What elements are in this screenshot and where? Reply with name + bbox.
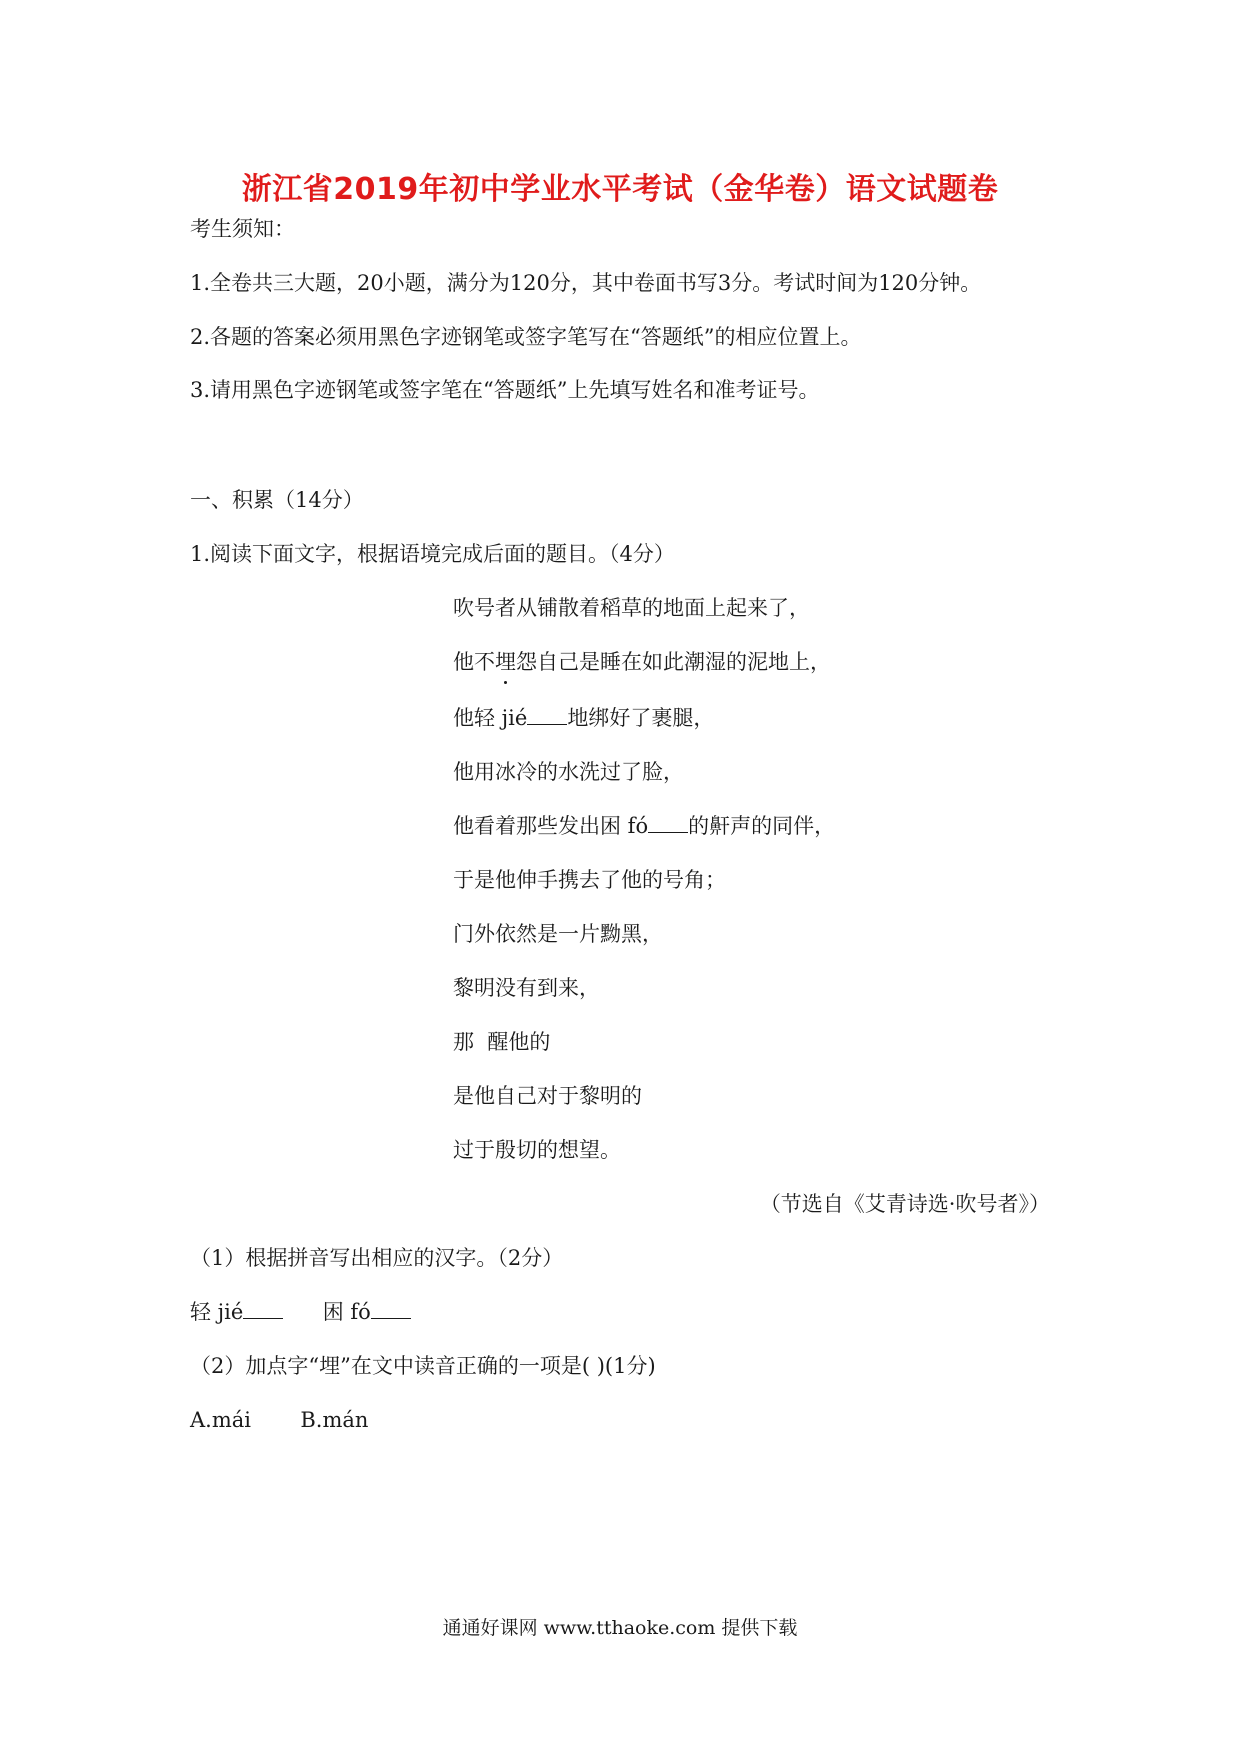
poem-line-5-before: 他看着那些发出困 fó [453,814,649,838]
notice-item-3: 3.请用黑色字迹钢笔或签字笔在“答题纸”上先填写姓名和准考证号。 [190,378,820,402]
answer-blank [527,704,567,725]
section-heading: 一、积累（14分） [190,488,364,512]
poem-line-5 [453,811,835,841]
poem-line-1: 吹号者从铺散着稻草的地面上起来了， [453,596,810,620]
subquestion-2: （2）加点字“埋”在文中读音正确的一项是( )(1分) [190,1354,656,1378]
poem-line-3-after: 地绑好了裹腿， [567,706,715,730]
poem-line-2-before: 他不 [453,650,495,674]
answer-blank-b [371,1298,411,1319]
poem-line-8: 黎明没有到来， [453,976,600,1000]
answer-b-label: 困 fó [322,1300,371,1324]
answer-blank [648,812,688,833]
answer-blank-a [243,1298,283,1319]
poem-line-2 [453,647,831,677]
notice-item-2: 2.各题的答案必须用黑色字迹钢笔或签字笔写在“答题纸”的相应位置上。 [190,325,862,349]
poem-line-10: 是他自己对于黎明的 [453,1084,642,1108]
poem-line-3-before: 他轻 jié [453,706,528,730]
poem-line-5-after: 的鼾声的同伴， [688,814,836,838]
poem-line-9: 那 醒他的 [453,1030,551,1054]
notice-item-1: 1.全卷共三大题，20小题，满分为120分，其中卷面书写3分。考试时间为120分钟。 [190,271,982,295]
poem-line-3 [453,703,714,733]
answer-a-label: 轻 jié [190,1300,244,1324]
notice-heading: 考生须知： [190,217,295,241]
poem-line-7: 门外依然是一片黝黑， [453,922,663,946]
page-footer: 通通好课网 www.tthaoke.com 提供下载 [442,1617,798,1639]
subquestion-2-options [190,1405,368,1435]
poem-line-2-after: 怨自己是睡在如此潮湿的泥地上， [516,650,831,674]
poem-line-11: 过于殷切的想望。 [453,1138,621,1162]
exam-title: 浙江省2019年初中学业水平考试（金华卷）语文试题卷 [241,172,999,207]
question-1: 1.阅读下面文字，根据语境完成后面的题目。（4分） [190,542,675,566]
poem-source: （节选自《艾青诗选·吹号者》） [759,1192,1050,1216]
poem-line-6: 于是他伸手携去了他的号角； [453,868,726,892]
poem-line-4: 他用冰冷的水洗过了脸， [453,760,684,784]
option-b: B.mán [300,1408,369,1432]
subquestion-1-answers [190,1297,411,1327]
option-a: A.mái [190,1408,251,1432]
dotted-char: 埋 [495,647,516,677]
subquestion-1: （1）根据拼音写出相应的汉字。（2分） [190,1246,564,1270]
